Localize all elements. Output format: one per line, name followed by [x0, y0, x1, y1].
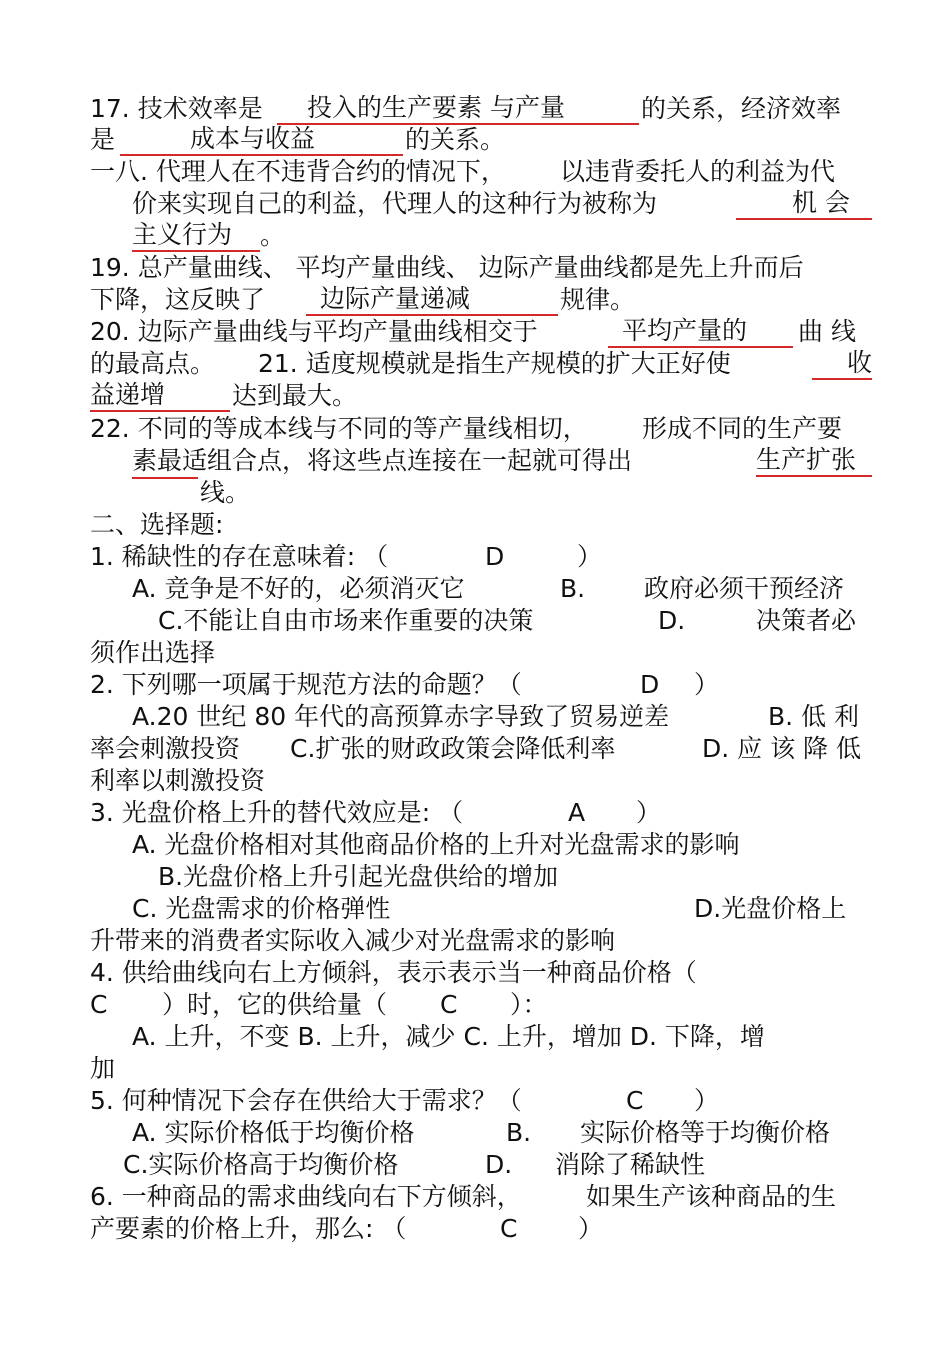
choice-q3-option-a: A. 光盘价格相对其他商品价格的上升对光盘需求的影响: [132, 830, 740, 859]
answer-blank: 主义行为: [132, 220, 260, 252]
answer-text: D: [640, 670, 660, 699]
choice-q3-option-b: B.光盘价格上升引起光盘供给的增加: [158, 862, 559, 891]
answer-blank: 成本与收益: [120, 124, 403, 156]
answer-blank: 收: [812, 348, 872, 380]
answer-blank: [132, 477, 198, 479]
section-title: 二、选择题:: [90, 510, 224, 539]
choice-q1-cont: 须作出选择: [90, 638, 216, 667]
answer-text: C: [500, 1214, 518, 1243]
answer-blank: 边际产量递减: [306, 284, 558, 316]
answer-text: D: [485, 542, 505, 571]
answer-blank: 机 会: [736, 188, 872, 220]
choice-q4-options: A. 上升，不变 B. 上升，减少 C. 上升，增加 D. 下降，增: [132, 1022, 765, 1051]
choice-q3-cont: 升带来的消费者实际收入减少对光盘需求的影响: [90, 926, 616, 955]
answer-blank: 平均产量的: [608, 316, 793, 348]
answer-blank: 益递增: [90, 380, 230, 412]
choice-q4-options-cont: 加: [90, 1054, 116, 1083]
document-page: 17. 技术效率是 投入的生产要素 与产量 的关系，经济效率 是 成本与收益 的关系。 一八. 代理人在不违背合约的情况下， 以违背委托人的利益为代 价来实现自己的利益，代理人的这种行为被称为 机 会 主义行为 。 19. 总产量曲线、 平均产量曲线、 边际产量曲线都是先上升而后 下降，这反映了 边际产量递减 规律。 20. 边际产量曲线与平均产量曲线相交于 平均产量的 曲 线 的最高点。 21. 适度规模就是指生产规模的扩大正好使 收 益递增 达到最大。 22. 不同的等成本线与不同的等产量线相切， 形成不同的生产要 素最适组合点，将这些点连接在一起就可得出 生产扩张 线。 二、选择题: 1. 稀缺性的存在意味着: （ D ） A. 竞争是不好的，必须消灭它 B. 政府必须干预经济 C.不能让自由市场来作重要的决策 D. 决策者必 须作出选择 2. 下列哪一项属于规范方法的命题？（ D ） A.20 世纪 80 年代的高预算赤字导致了贸易逆差 B. 低 利 率会刺激投资 C.扩张的财政政策会降低利率 D. 应 该 降 低 利率以刺激投资 3. 光盘价格上升的替代效应是: （ A ） A. 光盘价格相对其他商品价格的上升对光盘需求的影响 B.光盘价格上升引起光盘供给的增加 C. 光盘需求的价格弹性 D.光盘价格上 升带来的消费者实际收入减少对光盘需求的影响 4. 供给曲线向右上方倾斜，表示表示当一种商品价格（ C ）时，它的供给量（ C ）： A. 上升，不变 B. 上升，减少 C. 上升，增加 D. 下降，增 加 5. 何种情况下会存在供给大于需求？（ C ） A. 实际价格低于均衡价格 B. 实际价格等于均衡价格 C.实际价格高于均衡价格 D. 消除了稀缺性 6. 一种商品的需求曲线向右下方倾斜， 如果生产该种商品的生 产要素的价格上升，那么: （ C ）: [90, 93, 872, 1243]
choice-q4-stem: 4. 供给曲线向右上方倾斜，表示表示当一种商品价格（: [90, 958, 697, 987]
answer-blank: 生产扩张: [756, 445, 872, 477]
choice-q2-line3: 利率以刺激投资: [90, 766, 266, 795]
answer-text: A: [568, 798, 586, 827]
answer-blank: 投入的生产要素 与产量: [277, 93, 639, 125]
answer-text: C: [90, 990, 108, 1019]
answer-text: C: [440, 990, 458, 1019]
answer-text: C: [626, 1086, 644, 1115]
